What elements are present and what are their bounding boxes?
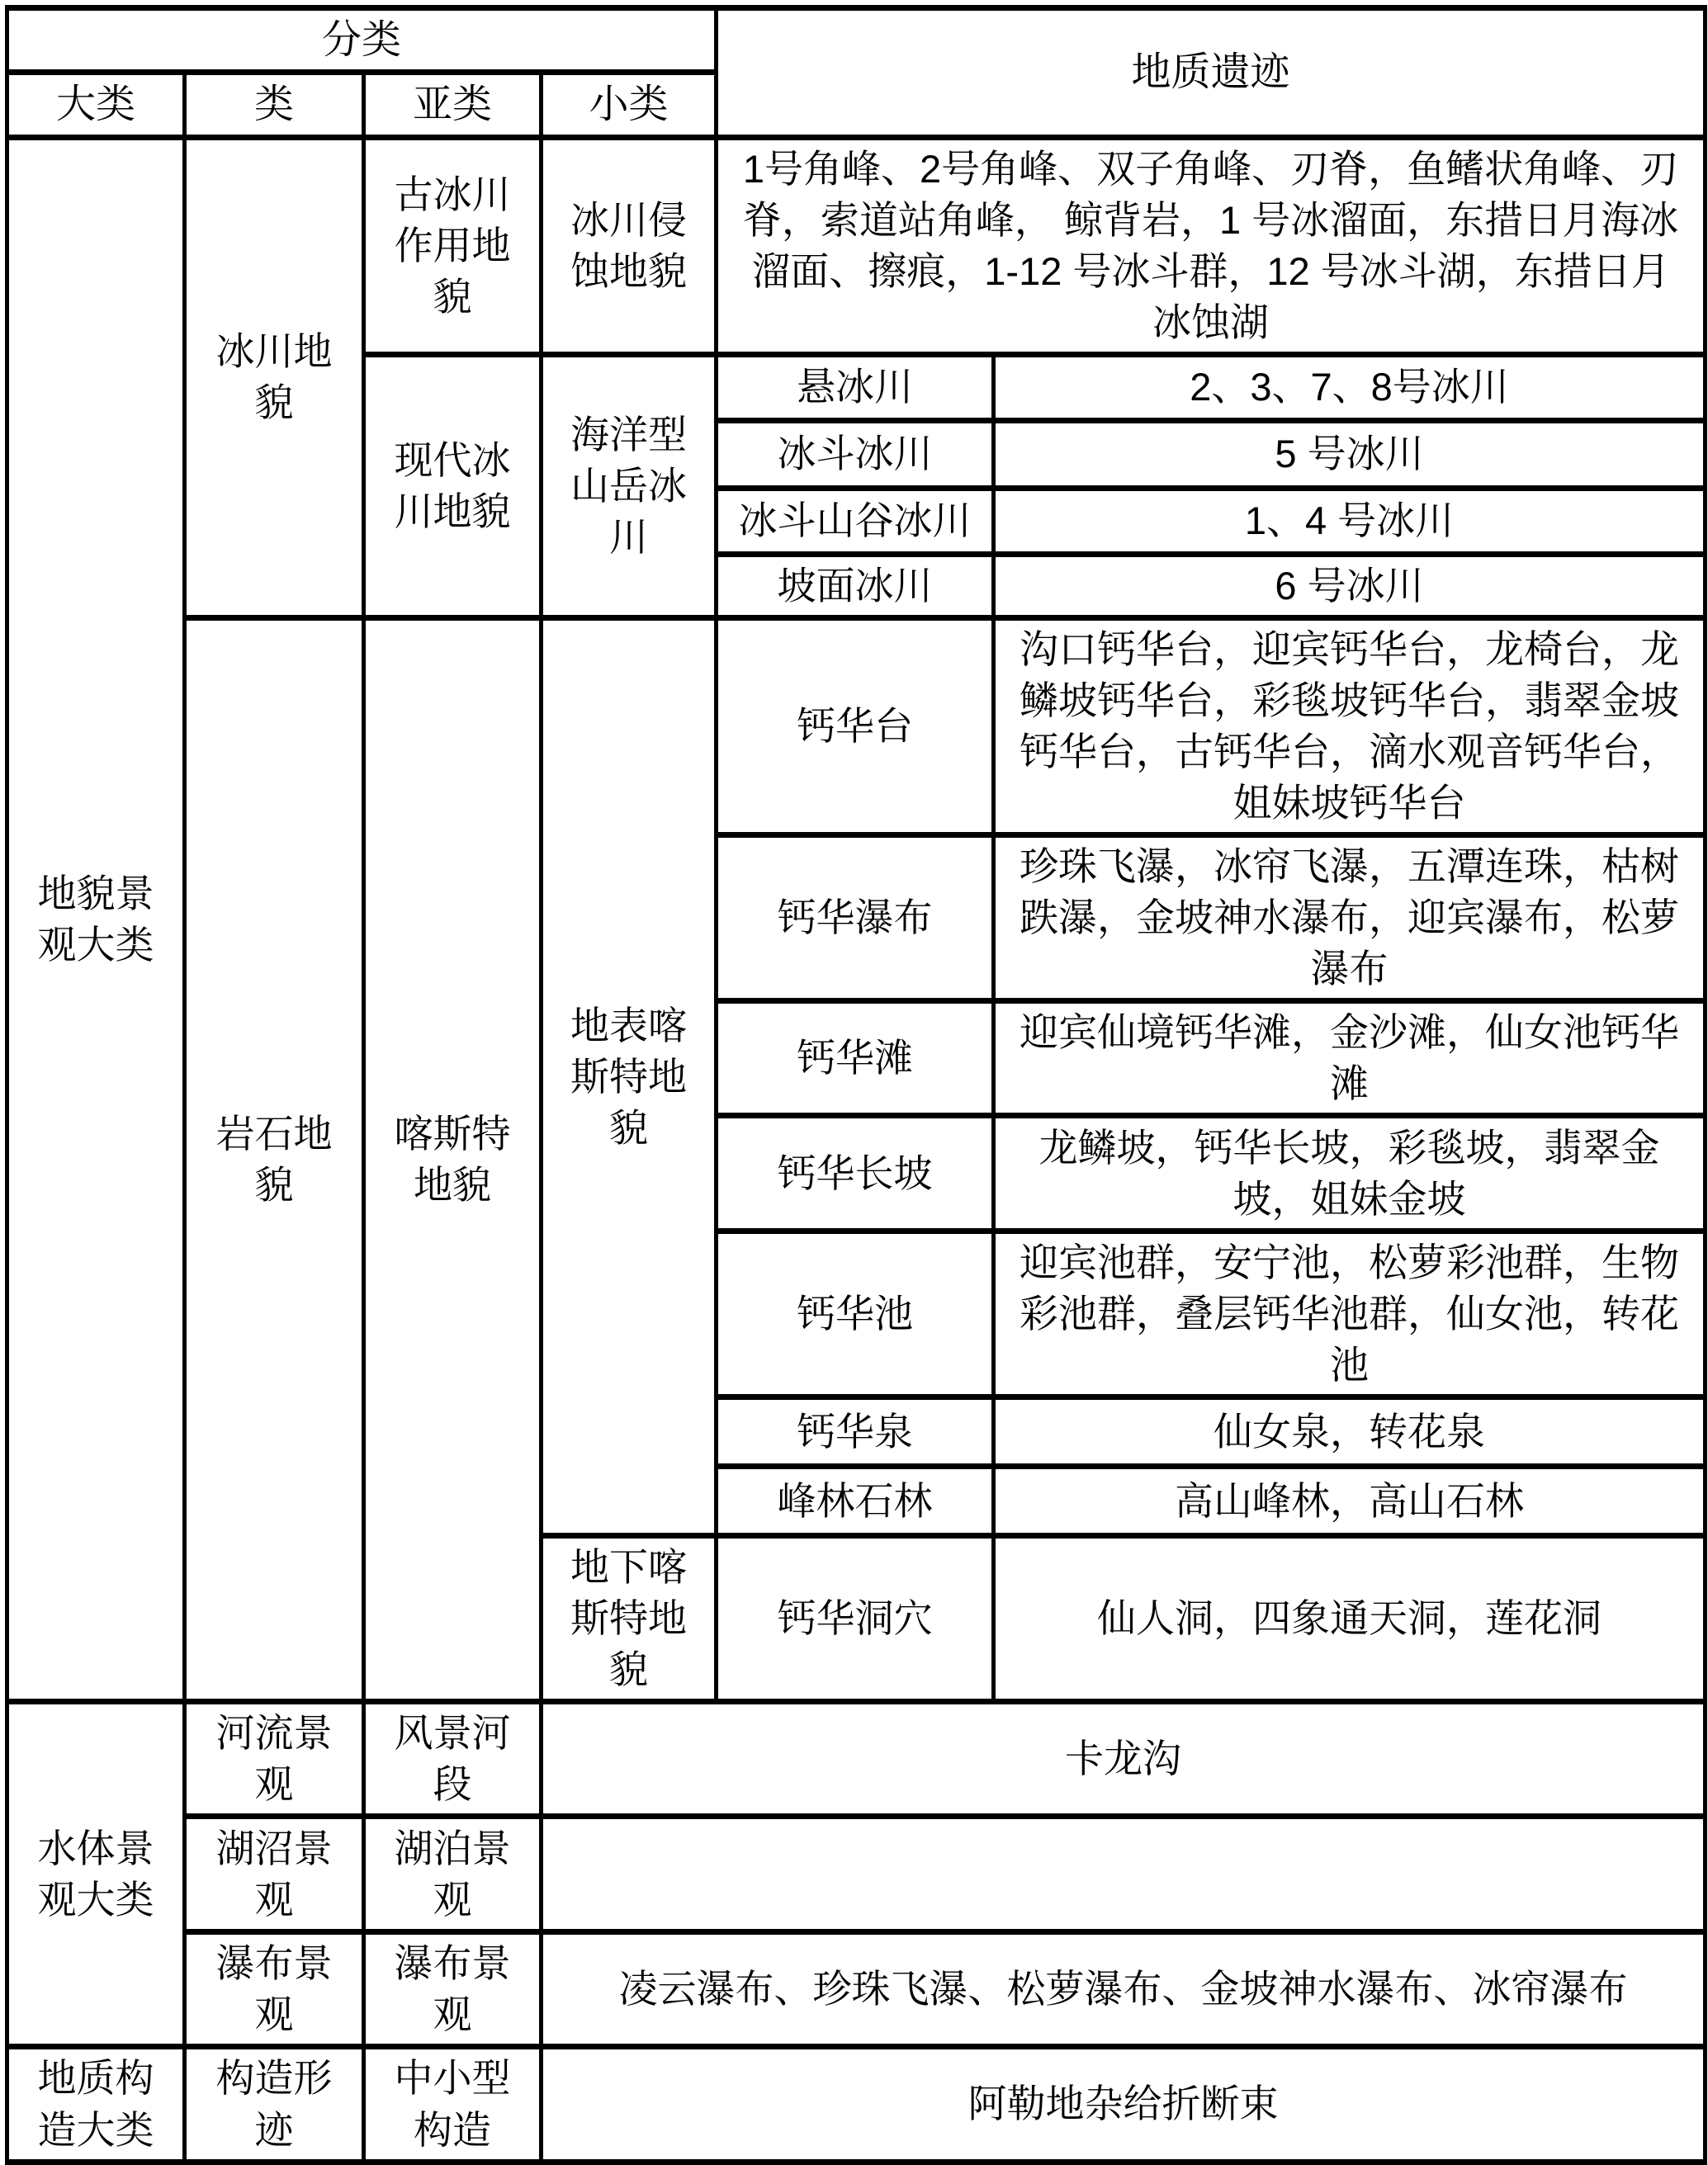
cell-karst-cave-name: 钙华洞穴 <box>717 1536 994 1702</box>
cell-karst-type-relics: 仙女泉，转花泉 <box>994 1397 1706 1467</box>
cell-structure-subclass: 中小型构造 <box>364 2047 542 2162</box>
header-geological-relics: 地质遗迹 <box>717 8 1706 138</box>
cell-landform-major: 地貌景观大类 <box>7 137 185 1702</box>
cell-structure-class: 构造形迹 <box>185 2047 364 2162</box>
cell-water-major: 水体景观大类 <box>7 1702 185 2047</box>
cell-glacier-type-relics: 5 号冰川 <box>994 420 1706 488</box>
cell-glacier-type-name: 悬冰川 <box>717 354 994 420</box>
cell-glacier-type-name: 坡面冰川 <box>717 554 994 617</box>
cell-glacier-type-relics: 1、4 号冰川 <box>994 488 1706 554</box>
cell-karst-type-relics: 高山峰林，高山石林 <box>994 1467 1706 1536</box>
cell-underground-karst-minor: 地下喀斯特地貌 <box>542 1536 717 1702</box>
cell-glacier-type-relics: 2、3、7、8号冰川 <box>994 354 1706 420</box>
cell-karst-type-relics: 沟口钙华台，迎宾钙华台，龙椅台，龙鳞坡钙华台，彩毯坡钙华台，翡翠金坡钙华台，古钙华台，滴水观音钙华台，姐妹坡钙华台 <box>994 617 1706 834</box>
cell-lake-subclass: 湖泊景观 <box>364 1817 542 1932</box>
cell-karst-type-relics: 龙鳞坡，钙华长坡，彩毯坡，翡翠金坡，姐妹金坡 <box>994 1116 1706 1231</box>
cell-karst-type-relics: 珍珠飞瀑，冰帘飞瀑，五潭连珠，枯树跌瀑，金坡神水瀑布，迎宾瀑布，松萝瀑布 <box>994 835 1706 1001</box>
cell-glacier-type-relics: 6 号冰川 <box>994 554 1706 617</box>
cell-glacier-type-name: 冰斗山谷冰川 <box>717 488 994 554</box>
cell-karst-type-name: 钙华台 <box>717 617 994 834</box>
cell-marine-glacier-minor: 海洋型山岳冰川 <box>542 354 717 617</box>
cell-river-class: 河流景观 <box>185 1702 364 1817</box>
cell-karst-type-name: 钙华瀑布 <box>717 835 994 1001</box>
cell-surface-karst-minor: 地表喀斯特地貌 <box>542 617 717 1535</box>
cell-river-relics: 卡龙沟 <box>542 1702 1706 1817</box>
cell-karst-type-name: 钙华泉 <box>717 1397 994 1467</box>
cell-karst-cave-relics: 仙人洞，四象通天洞，莲花洞 <box>994 1536 1706 1702</box>
header-class: 类 <box>185 73 364 137</box>
cell-karst-type-name: 钙华长坡 <box>717 1116 994 1231</box>
cell-karst-type-name: 峰林石林 <box>717 1467 994 1536</box>
cell-waterfall-relics: 凌云瀑布、珍珠飞瀑、松萝瀑布、金坡神水瀑布、冰帘瀑布 <box>542 1932 1706 2047</box>
cell-rock-class: 岩石地貌 <box>185 617 364 1701</box>
cell-lake-relics <box>542 1817 1706 1932</box>
header-classification: 分类 <box>7 8 717 73</box>
header-minor-class: 小类 <box>542 73 717 137</box>
cell-paleo-glacier-subclass: 古冰川作用地貌 <box>364 137 542 354</box>
cell-modern-glacier-subclass: 现代冰川地貌 <box>364 354 542 617</box>
cell-river-subclass: 风景河段 <box>364 1702 542 1817</box>
cell-karst-subclass: 喀斯特地貌 <box>364 617 542 1701</box>
cell-structure-relics: 阿勒地杂给折断束 <box>542 2047 1706 2162</box>
cell-glacier-erosion-relics: 1号角峰、2号角峰、双子角峰、刃脊，鱼鳍状角峰、刃脊，索道站角峰， 鲸背岩，1 号冰溜面，东措日月海冰溜面、擦痕，1-12 号冰斗群，12 号冰斗湖，东措日月冰蚀湖 <box>717 137 1706 354</box>
cell-waterfall-class: 瀑布景观 <box>185 1932 364 2047</box>
cell-waterfall-subclass: 瀑布景观 <box>364 1932 542 2047</box>
cell-lake-class: 湖沼景观 <box>185 1817 364 1932</box>
geological-relics-classification-table <box>5 5 1707 2165</box>
cell-karst-type-name: 钙华滩 <box>717 1001 994 1116</box>
cell-glacier-type-name: 冰斗冰川 <box>717 420 994 488</box>
cell-glacier-erosion-minor: 冰川侵蚀地貌 <box>542 137 717 354</box>
header-major-class: 大类 <box>7 73 185 137</box>
cell-karst-type-relics: 迎宾仙境钙华滩，金沙滩，仙女池钙华滩 <box>994 1001 1706 1116</box>
cell-structure-major: 地质构造大类 <box>7 2047 185 2162</box>
header-subclass: 亚类 <box>364 73 542 137</box>
cell-glacier-class: 冰川地貌 <box>185 137 364 617</box>
cell-karst-type-relics: 迎宾池群，安宁池，松萝彩池群，生物彩池群，叠层钙华池群，仙女池，转花池 <box>994 1231 1706 1397</box>
cell-karst-type-name: 钙华池 <box>717 1231 994 1397</box>
